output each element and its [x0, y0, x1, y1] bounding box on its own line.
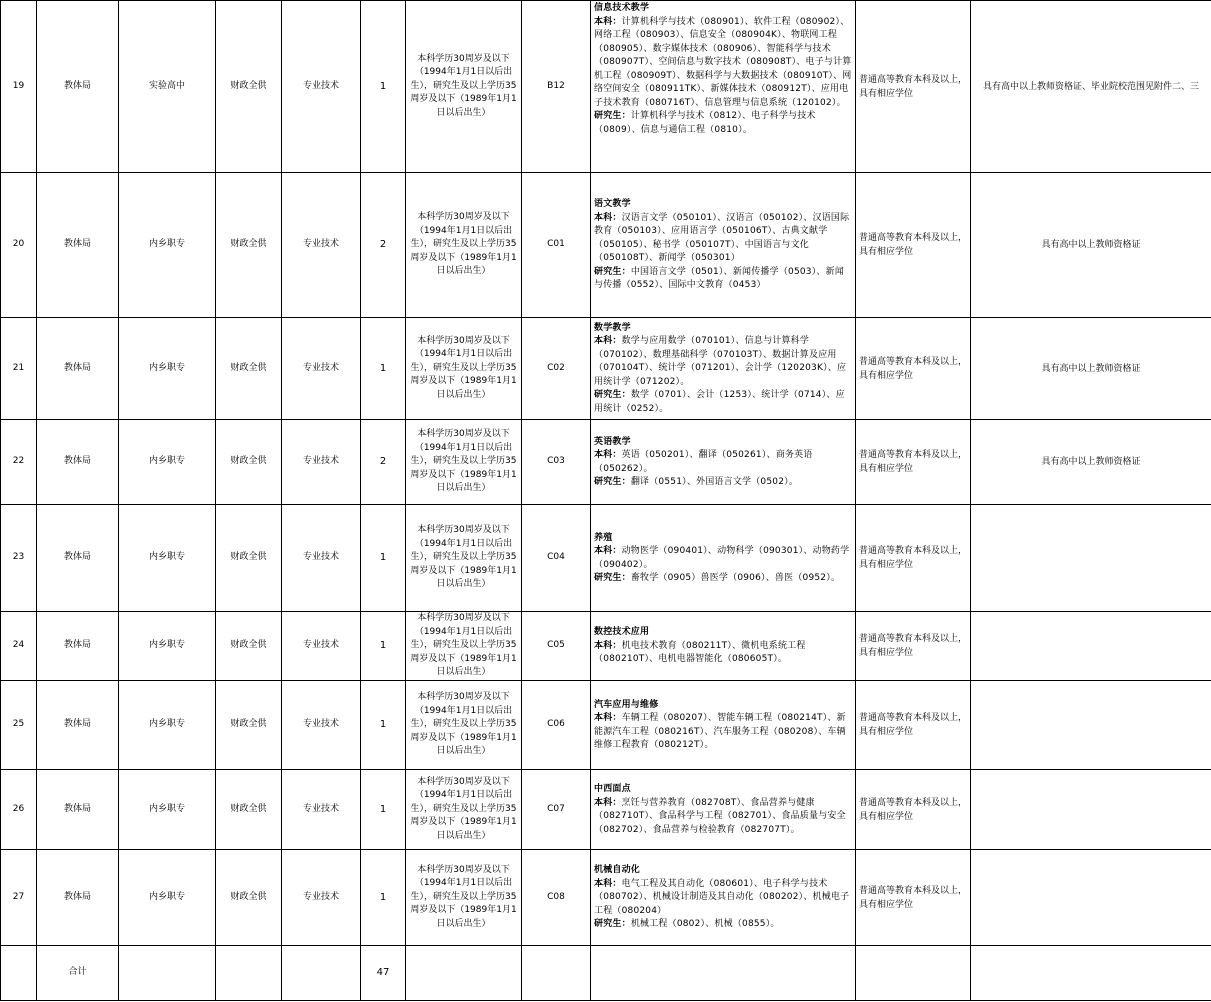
undergrad-label: 本科： — [594, 546, 622, 556]
other-conditions: 具有高中以上教师资格证 — [971, 420, 1211, 505]
major-requirement — [591, 770, 856, 850]
department: 教体局 — [37, 850, 119, 946]
undergrad-list: 英语（050201）、翻译（050261）、商务英语（050262）。 — [594, 450, 813, 474]
hiring-count: 1 — [361, 1, 406, 173]
table-row — [1, 505, 1211, 612]
post-code: C08 — [522, 850, 591, 946]
undergrad-list: 计算机科学与技术（080901）、软件工程（080902）、网络工程（080903）、信息安全（080904K）、物联网工程（080905）、数字媒体技术（080906）、智能科学与技术（080907T）、空间信息与数字技术（080908T）、电子与计算机工程（080909T）、数据科学与大数据技术（080910T）、网络空间安全（080911TK）、新媒体技术（080912T）、应用电子技术教育（080716T）、信息管理与信息系统（120102）。 — [594, 16, 852, 108]
post-code: B12 — [522, 1, 591, 173]
undergrad-label: 本科： — [594, 16, 622, 27]
undergrad-label: 本科： — [594, 797, 622, 808]
age-requirement: 本科学历30周岁及以下（1994年1月1日以后出生），研究生及以上学历35周岁及以下（1989年1月1日以后出生） — [406, 505, 522, 612]
postgrad-list: 翻译（0551）、外国语言文学（0502）。 — [630, 477, 799, 487]
funding-type: 财政全供 — [216, 1, 282, 173]
major-title: 中西面点 — [594, 784, 631, 794]
hiring-count: 1 — [361, 770, 406, 850]
education-requirement: 普通高等教育本科及以上，具有相应学位 — [856, 612, 971, 681]
funding-type: 财政全供 — [216, 850, 282, 946]
undergrad-majors — [594, 335, 852, 389]
funding-type: 财政全供 — [216, 612, 282, 681]
postgrad-label: 研究生： — [594, 573, 631, 583]
major-requirement — [591, 505, 856, 612]
major-title: 机械自动化 — [594, 865, 641, 876]
employer-unit: 内乡职专 — [119, 420, 216, 505]
empty-cell — [971, 946, 1211, 1001]
postgrad-list: 中国语言文学（0501）、新闻传播学（0503）、新闻与传播（0552）、国际中文教育（0453） — [594, 266, 845, 291]
undergrad-label: 本科： — [594, 336, 622, 347]
empty-cell — [119, 946, 216, 1001]
major-requirement — [591, 612, 856, 681]
major-title: 信息技术教学 — [594, 3, 650, 13]
postgrad-majors — [594, 389, 852, 416]
total-row — [1, 946, 1211, 1001]
department: 教体局 — [37, 318, 119, 420]
employer-unit: 内乡职专 — [119, 505, 216, 612]
employer-unit: 内乡职专 — [119, 173, 216, 318]
education-requirement: 普通高等教育本科及以上，具有相应学位 — [856, 681, 971, 770]
undergrad-label: 本科： — [594, 450, 622, 460]
post-type: 专业技术 — [282, 173, 361, 318]
employer-unit: 内乡职专 — [119, 770, 216, 850]
table-row — [1, 1, 1211, 173]
row-number: 23 — [1, 505, 37, 612]
department: 教体局 — [37, 1, 119, 173]
other-conditions — [971, 612, 1211, 681]
hiring-count: 1 — [361, 850, 406, 946]
postgrad-label: 研究生： — [594, 919, 631, 930]
undergrad-majors — [594, 878, 852, 919]
other-conditions: 具有高中以上教师资格证 — [971, 173, 1211, 318]
undergrad-majors — [594, 712, 852, 753]
department: 教体局 — [37, 612, 119, 681]
department: 教体局 — [37, 505, 119, 612]
postgrad-label: 研究生： — [594, 266, 631, 277]
row-number: 24 — [1, 612, 37, 681]
funding-type: 财政全供 — [216, 505, 282, 612]
table-row — [1, 420, 1211, 505]
undergrad-list: 电气工程及其自动化（080601）、电子科学与技术（080702）、机械设计制造及其自动化（080202）、机械电子工程（080204） — [594, 878, 850, 916]
hiring-count: 2 — [361, 173, 406, 318]
postgrad-majors — [594, 918, 852, 932]
postgrad-majors — [594, 266, 852, 293]
empty-cell — [282, 946, 361, 1001]
row-number: 19 — [1, 1, 37, 173]
employer-unit: 内乡职专 — [119, 681, 216, 770]
major-title: 数控技术应用 — [594, 627, 650, 638]
postgrad-list: 机械工程（0802）、机械（0855）。 — [630, 919, 780, 930]
major-title: 语文教学 — [594, 199, 631, 210]
hiring-count: 1 — [361, 318, 406, 420]
major-title: 英语教学 — [594, 436, 631, 447]
other-conditions: 具有高中以上教师资格证、毕业院校范围见附件二、三 — [971, 1, 1211, 173]
employer-unit: 内乡职专 — [119, 612, 216, 681]
postgrad-list: 数学（0701）、会计（1253）、统计学（0714）、应用统计（0252）。 — [594, 390, 845, 414]
undergrad-label: 本科： — [594, 640, 622, 651]
postgrad-label: 研究生： — [594, 477, 631, 487]
major-requirement — [591, 681, 856, 770]
department: 教体局 — [37, 173, 119, 318]
age-requirement: 本科学历30周岁及以下（1994年1月1日以后出生），研究生及以上学历35周岁及以下（1989年1月1日以后出生） — [406, 681, 522, 770]
postgrad-list: 畜牧学（0905）兽医学（0906）、兽医（0952）。 — [630, 573, 841, 583]
funding-type: 财政全供 — [216, 173, 282, 318]
undergrad-label: 本科： — [594, 212, 622, 223]
table-row — [1, 173, 1211, 318]
table-body — [1, 1, 1211, 1001]
table-row — [1, 681, 1211, 770]
major-title: 数学教学 — [594, 322, 631, 333]
age-requirement: 本科学历30周岁及以下（1994年1月1日以后出生），研究生及以上学历35周岁及以下（1989年1月1日以后出生） — [406, 770, 522, 850]
department: 教体局 — [37, 770, 119, 850]
post-type: 专业技术 — [282, 1, 361, 173]
undergrad-list: 机电技术教育（080211T）、微机电系统工程（080210T）、电机电器智能化（080605T）。 — [594, 640, 806, 665]
post-code: C04 — [522, 505, 591, 612]
post-type: 专业技术 — [282, 681, 361, 770]
row-number: 20 — [1, 173, 37, 318]
major-title: 养殖 — [594, 532, 613, 543]
undergrad-majors — [594, 545, 852, 572]
post-code: C07 — [522, 770, 591, 850]
postgrad-label: 研究生： — [594, 111, 631, 121]
undergrad-list: 汉语言文学（050101）、汉语言（050102）、汉语国际教育（050103）、应用语言学（050106T）、古典文献学（050105）、秘书学（050107T）、中国语言与文化（050108T）、新闻学（050301） — [594, 212, 850, 264]
post-type: 专业技术 — [282, 318, 361, 420]
education-requirement: 普通高等教育本科及以上，具有相应学位 — [856, 850, 971, 946]
hiring-count: 2 — [361, 420, 406, 505]
funding-type: 财政全供 — [216, 681, 282, 770]
post-code: C01 — [522, 173, 591, 318]
education-requirement: 普通高等教育本科及以上，具有相应学位 — [856, 770, 971, 850]
funding-type: 财政全供 — [216, 420, 282, 505]
total-count: 47 — [361, 946, 406, 1001]
table-row — [1, 850, 1211, 946]
post-type: 专业技术 — [282, 505, 361, 612]
undergrad-majors — [594, 16, 852, 111]
table-row — [1, 612, 1211, 681]
row-number: 25 — [1, 681, 37, 770]
postgrad-majors — [594, 572, 852, 586]
post-type: 专业技术 — [282, 420, 361, 505]
age-requirement: 本科学历30周岁及以下（1994年1月1日以后出生），研究生及以上学历35周岁及以下（1989年1月1日以后出生） — [406, 1, 522, 173]
post-code: C03 — [522, 420, 591, 505]
age-requirement: 本科学历30周岁及以下（1994年1月1日以后出生），研究生及以上学历35周岁及以下（1989年1月1日以后出生） — [406, 173, 522, 318]
age-requirement: 本科学历30周岁及以下（1994年1月1日以后出生），研究生及以上学历35周岁及以下（1989年1月1日以后出生） — [406, 318, 522, 420]
undergrad-list: 数学与应用数学（070101）、信息与计算科学（070102）、数理基础科学（070103T）、数据计算及应用（070104T）、统计学（071201）、会计学（120203K）、应用统计学（071202）。 — [594, 336, 847, 387]
education-requirement: 普通高等教育本科及以上，具有相应学位 — [856, 505, 971, 612]
table-row — [1, 318, 1211, 420]
employer-unit: 内乡职专 — [119, 850, 216, 946]
age-requirement: 本科学历30周岁及以下（1994年1月1日以后出生），研究生及以上学历35周岁及以下（1989年1月1日以后出生） — [406, 850, 522, 946]
major-title: 汽车应用与维修 — [594, 699, 659, 710]
major-requirement — [591, 173, 856, 318]
row-number: 21 — [1, 318, 37, 420]
education-requirement: 普通高等教育本科及以上，具有相应学位 — [856, 173, 971, 318]
post-code: C02 — [522, 318, 591, 420]
empty-cell — [856, 946, 971, 1001]
other-conditions: 具有高中以上教师资格证 — [971, 318, 1211, 420]
postgrad-majors — [594, 476, 852, 490]
education-requirement: 普通高等教育本科及以上，具有相应学位 — [856, 1, 971, 173]
major-requirement — [591, 318, 856, 420]
undergrad-label: 本科： — [594, 713, 622, 723]
undergrad-list: 烹饪与营养教育（082708T）、食品营养与健康（082710T）、食品科学与工程（082701）、食品质量与安全（082702）、食品营养与检验教育（082707T）。 — [594, 797, 846, 835]
post-type: 专业技术 — [282, 850, 361, 946]
post-type: 专业技术 — [282, 612, 361, 681]
major-requirement — [591, 420, 856, 505]
empty-cell — [1, 946, 37, 1001]
age-requirement: 本科学历30周岁及以下（1994年1月1日以后出生），研究生及以上学历35周岁及以下（1989年1月1日以后出生） — [406, 612, 522, 681]
hiring-count: 1 — [361, 505, 406, 612]
empty-cell — [406, 946, 522, 1001]
undergrad-list: 车辆工程（080207）、智能车辆工程（080214T）、新能源汽车工程（080216T）、汽车服务工程（080208）、车辆维修工程教育（080212T）。 — [594, 713, 846, 750]
row-number: 22 — [1, 420, 37, 505]
total-label: 合计 — [37, 946, 119, 1001]
other-conditions — [971, 770, 1211, 850]
department: 教体局 — [37, 420, 119, 505]
empty-cell — [216, 946, 282, 1001]
post-code: C05 — [522, 612, 591, 681]
education-requirement: 普通高等教育本科及以上，具有相应学位 — [856, 318, 971, 420]
empty-cell — [591, 946, 856, 1001]
postgrad-majors — [594, 110, 852, 137]
undergrad-majors — [594, 449, 852, 476]
undergrad-list: 动物医学（090401）、动物科学（090301）、动物药学（090402）。 — [594, 546, 850, 570]
age-requirement: 本科学历30周岁及以下（1994年1月1日以后出生），研究生及以上学历35周岁及以下（1989年1月1日以后出生） — [406, 420, 522, 505]
undergrad-majors — [594, 640, 852, 667]
postgrad-label: 研究生： — [594, 390, 631, 401]
other-conditions — [971, 850, 1211, 946]
row-number: 27 — [1, 850, 37, 946]
education-requirement: 普通高等教育本科及以上，具有相应学位 — [856, 420, 971, 505]
other-conditions — [971, 681, 1211, 770]
hiring-count: 1 — [361, 612, 406, 681]
department: 教体局 — [37, 681, 119, 770]
row-number: 26 — [1, 770, 37, 850]
undergrad-majors — [594, 797, 852, 838]
major-requirement — [591, 1, 856, 173]
funding-type: 财政全供 — [216, 318, 282, 420]
table-row — [1, 770, 1211, 850]
undergrad-majors — [594, 212, 852, 266]
funding-type: 财政全供 — [216, 770, 282, 850]
other-conditions — [971, 505, 1211, 612]
major-requirement — [591, 850, 856, 946]
employer-unit: 实验高中 — [119, 1, 216, 173]
empty-cell — [522, 946, 591, 1001]
postgrad-list: 计算机科学与技术（0812）、电子科学与技术（0809）、信息与通信工程（0810）。 — [594, 111, 816, 135]
employer-unit: 内乡职专 — [119, 318, 216, 420]
post-type: 专业技术 — [282, 770, 361, 850]
hiring-count: 1 — [361, 681, 406, 770]
post-code: C06 — [522, 681, 591, 770]
undergrad-label: 本科： — [594, 878, 622, 889]
